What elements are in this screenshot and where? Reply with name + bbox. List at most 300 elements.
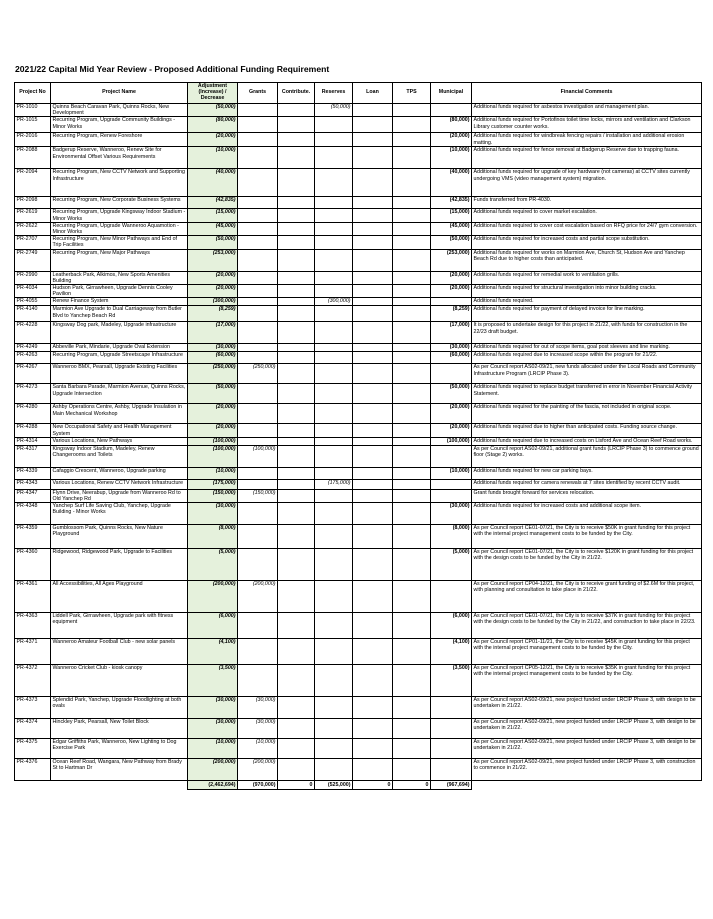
cell-municipal: (42,835)	[431, 197, 472, 209]
table-row	[15, 147, 702, 169]
cell-project-name: Kingsway Dog park, Madeley, Upgrade infrastructure	[51, 322, 188, 344]
header-project-no: Project No	[15, 83, 51, 104]
cell-contribute	[278, 133, 315, 147]
cell-adjustment: (20,000)	[188, 404, 238, 424]
cell-tps	[393, 352, 431, 364]
cell-grants	[238, 384, 278, 404]
table-row	[15, 581, 702, 613]
cell-contribute	[278, 298, 315, 306]
cell-municipal: (10,000)	[431, 467, 472, 479]
cell-loan	[353, 209, 393, 222]
cell-comment: Additional funds required due to increased costs on Lisford Ave and Ocean Reef Road works.	[472, 437, 702, 445]
cell-comment: As per Council report CE01-07/21, the City is to receive $37K in grant funding for this project with the design costs to be funded by the City in 21/22, and construction to take place in 22/23.	[472, 613, 702, 639]
table-row	[15, 467, 702, 479]
cell-reserves	[315, 147, 353, 169]
cell-grants	[238, 104, 278, 117]
cell-tps	[393, 344, 431, 352]
cell-contribute	[278, 581, 315, 613]
cell-reserves	[315, 549, 353, 581]
cell-reserves	[315, 639, 353, 665]
header-comments: Financial Comments	[472, 83, 702, 104]
cell-project-name: Recurring Program, Renew Foreshore	[51, 133, 188, 147]
cell-adjustment: (45,000)	[188, 222, 238, 235]
table-row	[15, 271, 702, 284]
cell-project-no: PR-2016	[15, 133, 51, 147]
cell-municipal: (20,000)	[431, 424, 472, 437]
cell-loan	[353, 581, 393, 613]
cell-loan	[353, 719, 393, 739]
cell-tps	[393, 104, 431, 117]
cell-project-no: PR-4375	[15, 739, 51, 759]
cell-reserves	[315, 364, 353, 384]
cell-project-no: PR-4361	[15, 581, 51, 613]
cell-municipal: (6,000)	[431, 613, 472, 639]
cell-project-no: PR-4034	[15, 285, 51, 298]
cell-comment: As per Council report AS02-09/21, new project funded under LRCIP Phase 3, with design to be undertaken in 21/22.	[472, 697, 702, 719]
cell-project-no: PR-2094	[15, 169, 51, 197]
cell-grants	[238, 169, 278, 197]
header-municipal: Municipal	[431, 83, 472, 104]
totals-row	[15, 781, 702, 790]
cell-project-no: PR-1015	[15, 117, 51, 133]
cell-municipal: (3,500)	[431, 665, 472, 697]
cell-contribute	[278, 424, 315, 437]
cell-project-name: Leatherback Park, Alkimos, New Sports Amenities Building	[51, 271, 188, 284]
total-grants: (970,000)	[238, 781, 278, 790]
cell-municipal: (15,000)	[431, 209, 472, 222]
cell-project-name: Renew Finance System	[51, 298, 188, 306]
totals-spacer	[472, 781, 702, 790]
cell-project-name: Ridgewood, Ridgewood Park, Upgrade to Facilities	[51, 549, 188, 581]
cell-grants	[238, 503, 278, 525]
cell-project-name: Recurring Program, Upgrade Kingsway Indoor Stadium - Minor Works	[51, 209, 188, 222]
cell-municipal	[431, 364, 472, 384]
cell-adjustment: (200,000)	[188, 581, 238, 613]
cell-contribute	[278, 384, 315, 404]
cell-tps	[393, 209, 431, 222]
table-row	[15, 525, 702, 549]
cell-loan	[353, 169, 393, 197]
cell-project-name: Flynn Drive, Neerabup, Upgrade from Wanneroo Rd to Old Yanchep Rd	[51, 489, 188, 502]
cell-comment: Additional funds required for camera renewals at 7 sites identified by recent CCTV audit.	[472, 479, 702, 489]
cell-reserves	[315, 404, 353, 424]
cell-reserves	[315, 352, 353, 364]
table-row	[15, 549, 702, 581]
cell-adjustment: (250,000)	[188, 364, 238, 384]
cell-project-name: All Accessibilities, All Ages Playground	[51, 581, 188, 613]
cell-reserves	[315, 581, 353, 613]
cell-adjustment: (30,000)	[188, 344, 238, 352]
cell-project-name: Quinns Beach Caravan Park, Quinns Rocks, New Development	[51, 104, 188, 117]
cell-comment: Additional funds required for increased costs and additional scope item.	[472, 503, 702, 525]
cell-comment: Additional funds required for works on Marmion Ave, Church St, Hudson Ave and Yanchep Beach Rd due to higher costs than anticipated.	[472, 249, 702, 271]
cell-tps	[393, 665, 431, 697]
cell-grants	[238, 133, 278, 147]
cell-project-no: PR-4228	[15, 322, 51, 344]
cell-municipal: (10,000)	[431, 147, 472, 169]
cell-grants	[238, 549, 278, 581]
cell-project-name: Recurring Program, Upgrade Community Buildings - Minor Works	[51, 117, 188, 133]
cell-contribute	[278, 285, 315, 298]
cell-adjustment: (20,000)	[188, 133, 238, 147]
cell-adjustment: (40,000)	[188, 169, 238, 197]
cell-contribute	[278, 489, 315, 502]
cell-comment: As per Council report CE01-07/21, the City is to receive $120K in grant funding for this project with the design costs to be funded by the City in 21/22.	[472, 549, 702, 581]
cell-loan	[353, 445, 393, 467]
cell-project-no: PR-4371	[15, 639, 51, 665]
cell-comment: Additional funds required for structural investigation into minor building cracks.	[472, 285, 702, 298]
cell-adjustment: (30,000)	[188, 719, 238, 739]
cell-project-name: Recurring Program, Upgrade Wanneroo Aquamotion - Minor Works	[51, 222, 188, 235]
cell-project-no: PR-4359	[15, 525, 51, 549]
cell-reserves	[315, 197, 353, 209]
cell-contribute	[278, 236, 315, 249]
cell-comment: Additional funds required for remedial work to ventilation grills.	[472, 271, 702, 284]
cell-municipal: (20,000)	[431, 271, 472, 284]
table-row	[15, 503, 702, 525]
cell-reserves	[315, 384, 353, 404]
cell-contribute	[278, 306, 315, 322]
cell-grants: (200,000)	[238, 759, 278, 781]
cell-project-no: PR-2088	[15, 147, 51, 169]
cell-tps	[393, 222, 431, 235]
cell-project-no: PR-4140	[15, 306, 51, 322]
table-row	[15, 665, 702, 697]
cell-loan	[353, 639, 393, 665]
cell-contribute	[278, 503, 315, 525]
cell-project-no: PR-2619	[15, 209, 51, 222]
cell-tps	[393, 133, 431, 147]
cell-grants	[238, 665, 278, 697]
header-grants: Grants	[238, 83, 278, 104]
funding-table	[14, 82, 702, 790]
total-contribute: 0	[278, 781, 315, 790]
cell-adjustment: (15,000)	[188, 209, 238, 222]
cell-adjustment: (100,000)	[188, 437, 238, 445]
cell-loan	[353, 322, 393, 344]
cell-tps	[393, 759, 431, 781]
cell-comment: As per Council report AS02-09/21, new project funded under LRCIP Phase 3, with design to be undertaken in 21/22.	[472, 719, 702, 739]
cell-project-name: Yanchep Surf Life Saving Club, Yanchep, Upgrade Building - Minor Works	[51, 503, 188, 525]
cell-adjustment: (300,000)	[188, 298, 238, 306]
cell-tps	[393, 147, 431, 169]
cell-project-name: Gumblossom Park, Quinns Rocks, New Nature Playground	[51, 525, 188, 549]
cell-project-no: PR-4267	[15, 364, 51, 384]
cell-municipal	[431, 479, 472, 489]
cell-reserves: (175,000)	[315, 479, 353, 489]
cell-comment: As per Council report AS02-09/21, new project funded under LRCIP Phase 3, with design to be undertaken in 21/22.	[472, 739, 702, 759]
cell-loan	[353, 424, 393, 437]
header-contribute: Contribute.	[278, 83, 315, 104]
cell-grants	[238, 467, 278, 479]
cell-contribute	[278, 665, 315, 697]
cell-loan	[353, 133, 393, 147]
cell-comment: Additional funds required for increased costs and partial scope substitution.	[472, 236, 702, 249]
cell-grants	[238, 271, 278, 284]
cell-tps	[393, 639, 431, 665]
cell-loan	[353, 222, 393, 235]
cell-municipal: (4,100)	[431, 639, 472, 665]
cell-municipal: (8,000)	[431, 525, 472, 549]
cell-municipal	[431, 489, 472, 502]
cell-municipal: (5,000)	[431, 549, 472, 581]
cell-contribute	[278, 352, 315, 364]
cell-project-name: Recurring Program, New Corporate Business Systems	[51, 197, 188, 209]
cell-comment: As per Council report AS02-09/21, additional grant funds (LRCIP Phase 3) to commence ground floor (Stage 2) works.	[472, 445, 702, 467]
cell-reserves	[315, 209, 353, 222]
table-row	[15, 197, 702, 209]
cell-tps	[393, 404, 431, 424]
cell-municipal	[431, 445, 472, 467]
cell-grants	[238, 209, 278, 222]
cell-grants	[238, 344, 278, 352]
cell-project-name: Ashby Operations Centre, Ashby, Upgrade Insulation in Main Mechanical Workshop	[51, 404, 188, 424]
cell-reserves	[315, 665, 353, 697]
cell-adjustment: (100,000)	[188, 445, 238, 467]
table-row	[15, 133, 702, 147]
cell-adjustment: (3,500)	[188, 665, 238, 697]
cell-loan	[353, 147, 393, 169]
cell-adjustment: (6,000)	[188, 613, 238, 639]
cell-comment: Additional funds required for new car parking bays.	[472, 467, 702, 479]
cell-comment: Additional funds required.	[472, 298, 702, 306]
cell-adjustment: (150,000)	[188, 489, 238, 502]
table-row	[15, 306, 702, 322]
header-adjustment: Adjustment (Increase) / Decrease	[188, 83, 238, 104]
cell-municipal: (80,000)	[431, 117, 472, 133]
cell-contribute	[278, 344, 315, 352]
cell-comment: Additional funds required to cover cost escalation based on RFQ price for 24/7 gym conversion.	[472, 222, 702, 235]
cell-comment: Additional funds required for out of scope items, goal post sleeves and line marking.	[472, 344, 702, 352]
cell-adjustment: (4,100)	[188, 639, 238, 665]
cell-contribute	[278, 525, 315, 549]
cell-project-no: PR-4372	[15, 665, 51, 697]
cell-reserves	[315, 222, 353, 235]
table-row	[15, 322, 702, 344]
cell-adjustment: (10,000)	[188, 147, 238, 169]
cell-loan	[353, 271, 393, 284]
cell-municipal: (17,000)	[431, 322, 472, 344]
cell-loan	[353, 613, 393, 639]
table-row	[15, 697, 702, 719]
cell-project-no: PR-4280	[15, 404, 51, 424]
cell-project-no: PR-2098	[15, 197, 51, 209]
cell-grants	[238, 404, 278, 424]
cell-reserves	[315, 306, 353, 322]
cell-loan	[353, 249, 393, 271]
table-row	[15, 285, 702, 298]
cell-comment: Additional funds required to cover market escalation.	[472, 209, 702, 222]
cell-loan	[353, 467, 393, 479]
cell-project-name: Hudson Park, Girrawheen, Upgrade Dennis Cooley Pavilion	[51, 285, 188, 298]
cell-grants	[238, 437, 278, 445]
cell-adjustment: (42,835)	[188, 197, 238, 209]
cell-tps	[393, 236, 431, 249]
table-row	[15, 344, 702, 352]
table-row	[15, 424, 702, 437]
table-row	[15, 104, 702, 117]
cell-grants	[238, 222, 278, 235]
cell-tps	[393, 197, 431, 209]
table-row	[15, 719, 702, 739]
cell-tps	[393, 437, 431, 445]
cell-tps	[393, 271, 431, 284]
cell-municipal	[431, 298, 472, 306]
cell-reserves	[315, 271, 353, 284]
cell-grants: (30,000)	[238, 719, 278, 739]
cell-project-name: Abbeville Park, Mindarie, Upgrade Oval Extension	[51, 344, 188, 352]
cell-contribute	[278, 117, 315, 133]
table-row	[15, 613, 702, 639]
cell-adjustment: (17,000)	[188, 322, 238, 344]
cell-project-name: Wanneroo BMX, Pearsall, Upgrade Existing Facilities	[51, 364, 188, 384]
page-title: 2021/22 Capital Mid Year Review - Proposed Additional Funding Requirement	[15, 64, 330, 74]
total-tps: 0	[393, 781, 431, 790]
cell-reserves	[315, 249, 353, 271]
table-row	[15, 298, 702, 306]
totals-spacer	[51, 781, 188, 790]
cell-contribute	[278, 445, 315, 467]
cell-contribute	[278, 467, 315, 479]
cell-comment: As per Council report CP05-12/21, the City is to receive $35K in grant funding for this project with the internal project management costs to be funded by the City.	[472, 665, 702, 697]
cell-adjustment: (10,000)	[188, 467, 238, 479]
cell-municipal: (50,000)	[431, 236, 472, 249]
cell-adjustment: (50,000)	[188, 236, 238, 249]
cell-grants: (150,000)	[238, 489, 278, 502]
cell-tps	[393, 613, 431, 639]
cell-adjustment: (200,000)	[188, 759, 238, 781]
cell-adjustment: (50,000)	[188, 104, 238, 117]
cell-reserves	[315, 613, 353, 639]
cell-reserves	[315, 445, 353, 467]
cell-contribute	[278, 222, 315, 235]
cell-grants	[238, 613, 278, 639]
cell-project-name: Recurring Program, New CCTV Network and Supporting Infrastructure	[51, 169, 188, 197]
cell-loan	[353, 525, 393, 549]
cell-loan	[353, 285, 393, 298]
cell-contribute	[278, 197, 315, 209]
cell-municipal: (45,000)	[431, 222, 472, 235]
cell-reserves: (300,000)	[315, 298, 353, 306]
cell-project-name: Wanneroo Cricket Club - kiosk canopy	[51, 665, 188, 697]
cell-project-name: Various Locations, New Pathways	[51, 437, 188, 445]
cell-grants	[238, 249, 278, 271]
cell-contribute	[278, 719, 315, 739]
cell-loan	[353, 739, 393, 759]
header-loan: Loan	[353, 83, 393, 104]
cell-tps	[393, 285, 431, 298]
cell-project-no: PR-2749	[15, 249, 51, 271]
table-row	[15, 209, 702, 222]
cell-comment: As per Council report CE01-07/21, the City is to receive $50K in grant funding for this project with the internal project management costs to be funded by the City.	[472, 525, 702, 549]
cell-tps	[393, 467, 431, 479]
cell-project-name: Liddell Park, Girrawheen, Upgrade park with fitness equipment	[51, 613, 188, 639]
cell-loan	[353, 404, 393, 424]
cell-contribute	[278, 639, 315, 665]
cell-comment: Additional funds required for asbestos investigation and management plan.	[472, 104, 702, 117]
cell-comment: It is proposed to undertake design for this project in 21/22, with funds for construction in the 22/23 draft budget.	[472, 322, 702, 344]
cell-project-no: PR-4348	[15, 503, 51, 525]
cell-project-no: PR-2622	[15, 222, 51, 235]
cell-grants	[238, 117, 278, 133]
header-row	[15, 83, 702, 104]
cell-loan	[353, 236, 393, 249]
cell-comment: Additional funds required to replace budget transferred in error in November Financial Activity Statement.	[472, 384, 702, 404]
cell-municipal: (100,000)	[431, 437, 472, 445]
cell-project-name: Cafaggio Crescent, Wanneroo, Upgrade parking	[51, 467, 188, 479]
cell-comment: Funds transferred from PR-4030.	[472, 197, 702, 209]
cell-project-no: PR-1010	[15, 104, 51, 117]
cell-municipal	[431, 581, 472, 613]
cell-comment: Additional funds required for windbreak fencing repairs / installation and additional erosion matting.	[472, 133, 702, 147]
cell-contribute	[278, 404, 315, 424]
cell-reserves	[315, 285, 353, 298]
cell-reserves	[315, 424, 353, 437]
cell-comment: Additional funds required for fence removal at Badgerup Reserve due to trapping fauna.	[472, 147, 702, 169]
cell-grants	[238, 236, 278, 249]
cell-municipal: (20,000)	[431, 404, 472, 424]
cell-municipal	[431, 697, 472, 719]
cell-comment: As per Council report AS02-09/21, new project funded under LRCIP Phase 3, with construction to commence in 21/22.	[472, 759, 702, 781]
cell-project-name: Recurring Program, New Minor Pathways and End of Trip Facilities	[51, 236, 188, 249]
cell-tps	[393, 249, 431, 271]
cell-project-name: Hinckley Park, Pearsall, New Toilet Block	[51, 719, 188, 739]
cell-adjustment: (253,000)	[188, 249, 238, 271]
cell-reserves: (50,000)	[315, 104, 353, 117]
cell-adjustment: (8,000)	[188, 525, 238, 549]
cell-comment: Additional funds required for payment of delayed invoice for line marking.	[472, 306, 702, 322]
cell-reserves	[315, 117, 353, 133]
cell-grants	[238, 147, 278, 169]
cell-contribute	[278, 613, 315, 639]
cell-loan	[353, 437, 393, 445]
cell-project-no: PR-4373	[15, 697, 51, 719]
cell-municipal: (60,000)	[431, 352, 472, 364]
cell-contribute	[278, 104, 315, 117]
table-row	[15, 249, 702, 271]
cell-project-no: PR-4288	[15, 424, 51, 437]
cell-grants	[238, 525, 278, 549]
cell-municipal: (8,259)	[431, 306, 472, 322]
cell-contribute	[278, 169, 315, 197]
cell-grants	[238, 322, 278, 344]
cell-project-no: PR-4263	[15, 352, 51, 364]
cell-project-name: Edgar Griffiths Park, Wanneroo, New Lighting to Dog Exercise Park	[51, 739, 188, 759]
totals-spacer	[15, 781, 51, 790]
cell-reserves	[315, 344, 353, 352]
cell-tps	[393, 322, 431, 344]
cell-project-no: PR-4273	[15, 384, 51, 404]
cell-loan	[353, 306, 393, 322]
cell-project-no: PR-4363	[15, 613, 51, 639]
table-row	[15, 437, 702, 445]
cell-tps	[393, 739, 431, 759]
cell-project-no: PR-4339	[15, 467, 51, 479]
cell-reserves	[315, 169, 353, 197]
cell-project-name: Wanneroo Amateur Football Club - new solar panels	[51, 639, 188, 665]
cell-adjustment: (80,000)	[188, 117, 238, 133]
table-row	[15, 384, 702, 404]
cell-comment: Additional funds required for the painting of the fascia, not included in original scope.	[472, 404, 702, 424]
cell-contribute	[278, 209, 315, 222]
cell-municipal	[431, 104, 472, 117]
cell-loan	[353, 104, 393, 117]
cell-grants	[238, 479, 278, 489]
cell-municipal	[431, 719, 472, 739]
cell-tps	[393, 525, 431, 549]
cell-tps	[393, 489, 431, 502]
cell-municipal: (20,000)	[431, 285, 472, 298]
